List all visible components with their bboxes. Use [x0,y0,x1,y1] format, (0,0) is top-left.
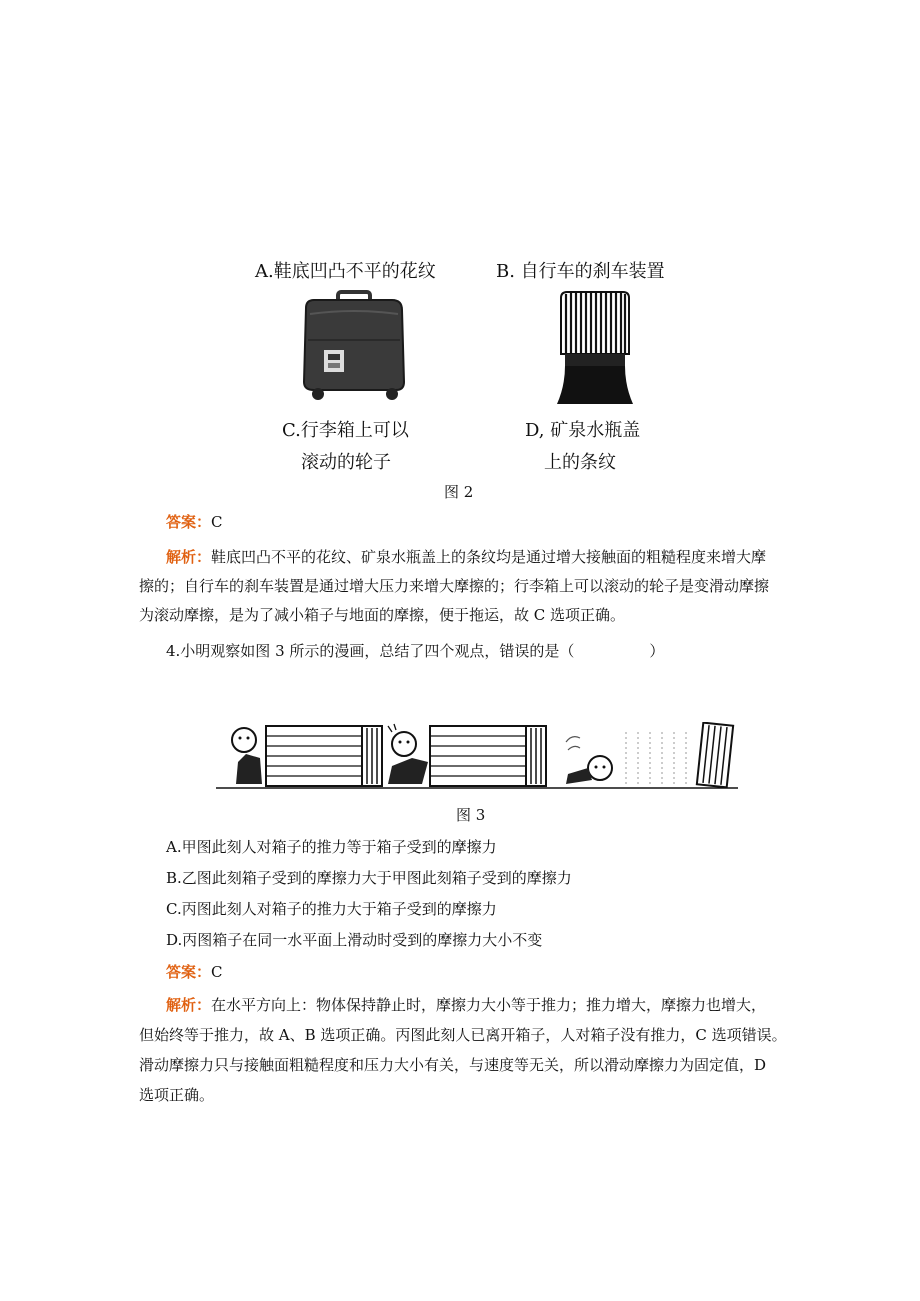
figure2-option-d-line1: D, 矿泉水瓶盖 [525,420,641,441]
figure2-option-b: B. 自行车的刹车装置 [496,261,665,282]
q4-options [166,832,572,956]
comic-figure [216,722,738,794]
comic-panel-2 [386,724,556,788]
bottle-cap-image [553,290,637,406]
figure2-option-d-line2: 上的条纹 [544,452,616,473]
q3-answer [166,508,223,537]
answer-label: 答案： [166,513,212,531]
option-b: B.乙图此刻箱子受到的摩擦力大于甲图此刻箱子受到的摩擦力 [166,869,572,887]
comic-panel-3 [556,723,738,788]
q4-answer [166,958,223,987]
figure2-option-c-line2: 滚动的轮子 [301,452,391,473]
figure3-caption: 图 3 [456,806,486,824]
analysis-line: 解析：在水平方向上：物体保持静止时，摩擦力大小等于推力；推力增大，摩擦力也增大， [166,996,767,1014]
analysis-line: 选项正确。 [139,1086,215,1104]
answer-value: C [211,963,223,981]
suitcase-image [300,290,408,402]
option-c: C.丙图此刻人对箱子的推力大于箱子受到的摩擦力 [166,900,497,918]
answer-label: 答案： [166,963,212,981]
figure2-option-c-line1: C.行李箱上可以 [282,420,409,441]
analysis-line: 滑动摩擦力只与接触面粗糙程度和压力大小有关，与速度等无关，所以滑动摩擦力为固定值，D [139,1056,767,1074]
q4-analysis [139,990,806,1110]
option-a: A.甲图此刻人对箱子的推力等于箱子受到的摩擦力 [166,838,497,856]
q4-question: 4.小明观察如图 3 所示的漫画，总结了四个观点，错误的是（ ） [166,642,665,660]
q3-analysis [139,543,806,630]
analysis-label: 解析： [166,548,212,566]
analysis-line: 解析：鞋底凹凸不平的花纹、矿泉水瓶盖上的条纹均是通过增大接触面的粗糙程度来增大摩 [166,548,767,566]
analysis-line: 但始终等于推力，故 A、B 选项正确。丙图此刻人已离开箱子，人对箱子没有推力，C 选项错误。 [139,1026,787,1044]
figure2-option-a: A.鞋底凹凸不平的花纹 [255,261,436,282]
analysis-line: 为滚动摩擦，是为了减小箱子与地面的摩擦，便于拖运，故 C 选项正确。 [139,606,626,624]
option-d: D.丙图箱子在同一水平面上滑动时受到的摩擦力大小不变 [166,931,543,949]
comic-panel-1 [216,726,386,788]
answer-value: C [211,513,223,531]
analysis-line: 擦的；自行车的刹车装置是通过增大压力来增大摩擦的；行李箱上可以滚动的轮子是变滑动摩擦 [139,577,770,595]
analysis-label: 解析： [166,996,212,1014]
figure2-caption: 图 2 [444,483,474,501]
